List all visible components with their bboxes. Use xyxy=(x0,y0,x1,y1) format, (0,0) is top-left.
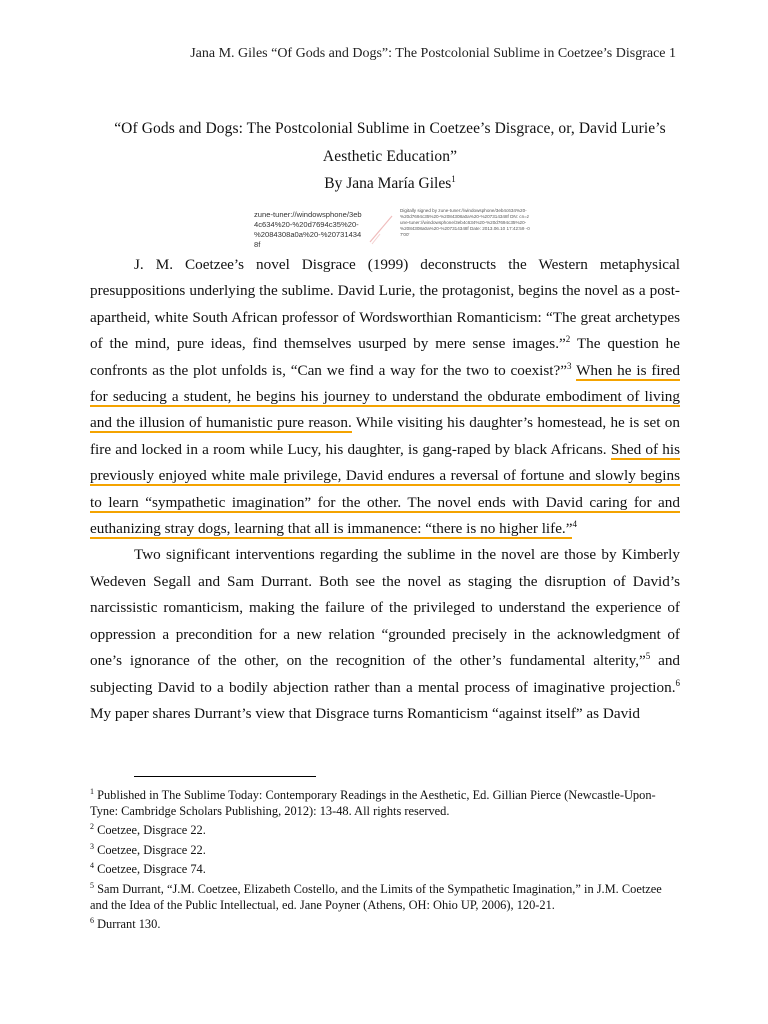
footnote-ref-6[interactable]: 6 xyxy=(675,677,680,688)
footnote-4 xyxy=(90,858,680,878)
footnote-5 xyxy=(90,878,680,913)
paper-title-line-1: “Of Gods and Dogs: The Postcolonial Sublime in Coetzee’s Disgrace, or, David Lurie’s xyxy=(114,120,666,137)
footnote-number: 4 xyxy=(90,861,94,871)
footnote-text: Coetzee, Disgrace 74. xyxy=(94,862,206,877)
signature-check-icon xyxy=(366,212,396,248)
footnote-ref-3[interactable]: 3 xyxy=(567,360,572,371)
paragraph-text: My paper shares Durrant’s view that Disgrace turns Romanticism “against itself” as David xyxy=(90,704,640,722)
footnote-number: 5 xyxy=(90,881,94,890)
digital-signature[interactable] xyxy=(254,206,530,249)
signature-details: Digitally signed by zune-tuner://windowsphone/3eb4c634%20-%20d7694c35%20-%2084308a0a%20-%207314348f DN: cn=zune-tuner://windowsphone/3eb4c634%20-%20d7694c35%20-%2084308a0a%20-%207314348f Date: 2013.06.10 17:42:59 -07'00' xyxy=(400,208,530,237)
highlighted-passage-1[interactable]: When he is fired for seducing a student, he begins his journey to understand the obdurate embodiment of living and the illusion of humanistic pure reason. xyxy=(90,361,680,432)
paragraph-2 xyxy=(90,542,680,727)
footnote-ref-2[interactable]: 2 xyxy=(565,334,571,345)
footnote-6 xyxy=(90,913,680,933)
paragraph-text: Two significant interventions regarding the sublime in the novel are those by Kimberly Wedeven Segall and Sam Durrant. Both see the novel as staging the disruption of David’s narcissistic romanticism, making the failure of the privileged to understand the experience of oppression a precondition for a new relation “grounded precisely in the acknowledgment of one’s ignorance of the other, on the recognition of the other’s fundamental alterity,” xyxy=(90,546,680,670)
footnote-ref-1[interactable]: 1 xyxy=(451,174,456,184)
paragraph-1 xyxy=(90,252,680,542)
paragraph-text: and subjecting David to a bodily abjection rather than a mental process of imaginative projection. xyxy=(90,652,681,696)
footnote-separator xyxy=(134,776,316,777)
footnotes xyxy=(90,784,680,933)
paper-title-line-2: Aesthetic Education” xyxy=(322,148,458,165)
footnote-1 xyxy=(90,784,680,819)
footnote-text: Published in The Sublime Today: Contemporary Readings in the Aesthetic, Ed. Gillian Pierce (Newcastle-Upon-Tyne: Cambridge Scholars Publishing, 2012): 13-48. All rights reserved. xyxy=(90,788,656,818)
footnote-number: 6 xyxy=(90,916,94,926)
footnote-3 xyxy=(90,839,680,859)
author-name: By Jana María Giles xyxy=(324,175,452,193)
footnote-ref-5[interactable]: 5 xyxy=(645,651,651,662)
paragraph-text: While visiting his daughter’s homestead, he is set on fire and locked in a room while Lucy, his daughter, is gang-raped by black Africans. xyxy=(90,414,680,458)
author-byline xyxy=(90,174,690,193)
footnote-text: Durrant 130. xyxy=(94,917,161,932)
footnote-ref-4[interactable]: 4 xyxy=(572,519,577,529)
footnote-text: Coetzee, Disgrace 22. xyxy=(94,823,206,838)
footnote-number: 1 xyxy=(90,787,94,796)
footnote-number: 3 xyxy=(90,841,94,851)
paragraph-text: The question he confronts as the plot unfolds is, “Can we find a way for the two to coexist?” xyxy=(90,335,680,379)
paragraph-text: J. M. Coetzee’s novel Disgrace (1999) deconstructs the Western metaphysical presuppositions underlying the sublime. David Lurie, the protagonist, begins the novel as a post-apartheid, white South African professor of Wordsworthian Romanticism: “The great archetypes of the mind, pure ideas, find themselves usurped by mere sense images.” xyxy=(90,256,680,353)
footnote-number: 2 xyxy=(90,822,94,832)
footnote-2 xyxy=(90,819,680,839)
footnote-text: Coetzee, Disgrace 22. xyxy=(94,842,206,857)
running-header: Jana M. Giles “Of Gods and Dogs”: The Postcolonial Sublime in Coetzee’s Disgrace 1 xyxy=(190,46,676,61)
footnote-text: Sam Durrant, “J.M. Coetzee, Elizabeth Costello, and the Limits of the Sympathetic Imagination,” in J.M. Coetzee and the Idea of the Public Intellectual, ed. Jane Poyner (Athens, OH: Ohio UP, 2006), 120-21. xyxy=(90,882,662,912)
body-text xyxy=(90,252,680,727)
highlighted-passage-2[interactable]: Shed of his previously enjoyed white male privilege, David endures a reversal of fortune and slowly begins to learn “sympathetic imagination” for the other. The novel ends with David caring for and euthanizing stray dogs, learning that all is immanence: “there is no higher life.” xyxy=(90,440,680,538)
signature-name: zune-tuner://windowsphone/3eb4c634%20-%20d7694c35%20-%2084308a0a%20-%207314348f xyxy=(254,210,362,249)
